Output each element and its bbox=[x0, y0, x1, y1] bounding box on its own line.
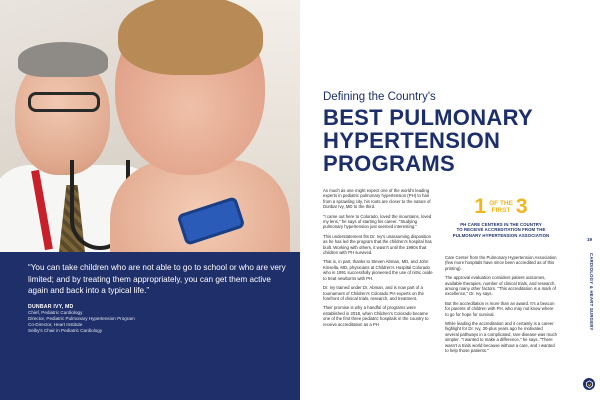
headline-line: HYPERTENSION bbox=[323, 128, 501, 153]
article-page bbox=[300, 0, 600, 400]
body-paragraph: That is, in part, thanks to Steven Abman, MD, and John Kinsella, MD, physicians at Children's Hospital Colorado who in 1991 successfully pioneered the use of nitric oxide to treat newborns with PH. bbox=[323, 259, 433, 281]
logo-mark-icon bbox=[585, 380, 594, 389]
body-paragraph: While leading the accreditation and it certainly is a career highlight for Dr. Ivy, 30-plus years ago he motivated several pathways in a complicated, rare disease was much simpler. "I wanted to make a difference," he says. "There wasn't a trials world because without a care, and I wanted to help those patients." bbox=[445, 321, 558, 354]
article-headline bbox=[323, 106, 533, 175]
headline-line: BEST PULMONARY bbox=[323, 105, 533, 130]
doctor-glasses bbox=[28, 92, 100, 112]
stat-number-right: 3 bbox=[515, 195, 528, 218]
body-paragraph: Care Center from the Pulmonary Hypertension Association (few more hospitals have since been accredited as of this printing). bbox=[445, 255, 557, 271]
pull-quote: “You can take children who are not able to go to school or who are very limited; and by treating them appropriately, you can get them active again and back into a typical life.” bbox=[28, 263, 286, 295]
page-number: 19 bbox=[587, 237, 593, 242]
body-paragraph: But the accreditation is more than an award. It's a beacon for parents of children with PH, who may not know where to go for hope for survival. bbox=[445, 300, 555, 317]
quote-panel bbox=[0, 252, 300, 400]
quote-attribution-title: Chief, Pediatric Cardiology bbox=[28, 309, 83, 315]
child-hair bbox=[118, 0, 263, 75]
stat-caption-line: PH CARE CENTERS IN THE COUNTRY bbox=[460, 222, 542, 227]
body-paragraph: This understatement fits Dr. Ivy's unassuming disposition as he has led the program that the children's hospital has built. Working with others, it wasn't until the 1990s that children with PH survived. bbox=[323, 233, 432, 256]
section-label: CARDIOLOGY & HEART SURGERY bbox=[589, 253, 594, 331]
stat-connector-bottom: FIRST bbox=[491, 207, 511, 214]
body-paragraph: Dr. Ivy trained under Dr. Abman, and is now part of a tournament of Children's Colorado PH experts on the forefront of clinical trials, research, and treatment. bbox=[323, 285, 424, 301]
stat-callout bbox=[445, 197, 557, 238]
quote-attribution-name: DUNBAR IVY, MD bbox=[28, 303, 74, 310]
stat-number-left: 1 bbox=[474, 195, 487, 218]
body-paragraph: The approval evaluation considers patient outcomes, available therapies, number of clinical trials, and research, among many other factors. "This accreditation is a mark of excellence," Dr. Ivy says. bbox=[445, 275, 556, 297]
body-paragraph: As much as one might expect one of the world's leading experts in pediatric pulmonary hypertension (PH) to hail from a sprawling city, his roots are closer to the nature of Dunbar Ivy, MD to the third. bbox=[323, 188, 431, 210]
stat-connector bbox=[489, 200, 513, 214]
body-paragraph: "I came out here to Colorado, loved the mountains, loved my lens," he says of starting his career. "Studying pulmonary hypertension just seemed interesting." bbox=[323, 213, 432, 230]
quote-attribution-title: Selby's Chair in Pediatric Cardiology bbox=[28, 328, 103, 334]
article-kicker: Defining the Country's bbox=[323, 91, 436, 103]
stat-caption-line: TO RECEIVE ACCREDITATION FROM THE bbox=[456, 227, 546, 233]
hospital-logo-icon bbox=[583, 378, 595, 390]
body-column-right bbox=[445, 255, 557, 358]
quote-attribution-title: Co-Director, Heart Institute bbox=[28, 321, 83, 327]
stat-connector-top: OF THE bbox=[489, 200, 513, 207]
stat-caption-line: PULMONARY HYPERTENSION ASSOCIATION bbox=[452, 232, 550, 238]
body-column-left bbox=[323, 188, 435, 331]
body-paragraph: Their promise is why a handful of programs were established in 2018, when Children's Colorado became one of the first three pediatric hospitals in the country to receive accreditation as a PH bbox=[323, 305, 429, 327]
headline-line: PROGRAMS bbox=[323, 151, 455, 176]
stat-figure bbox=[445, 197, 557, 217]
stat-caption bbox=[445, 222, 557, 238]
doctor-hair bbox=[18, 42, 108, 77]
quote-attribution-title: Director, Pediatric Pulmonary Hypertension Program bbox=[28, 315, 135, 321]
